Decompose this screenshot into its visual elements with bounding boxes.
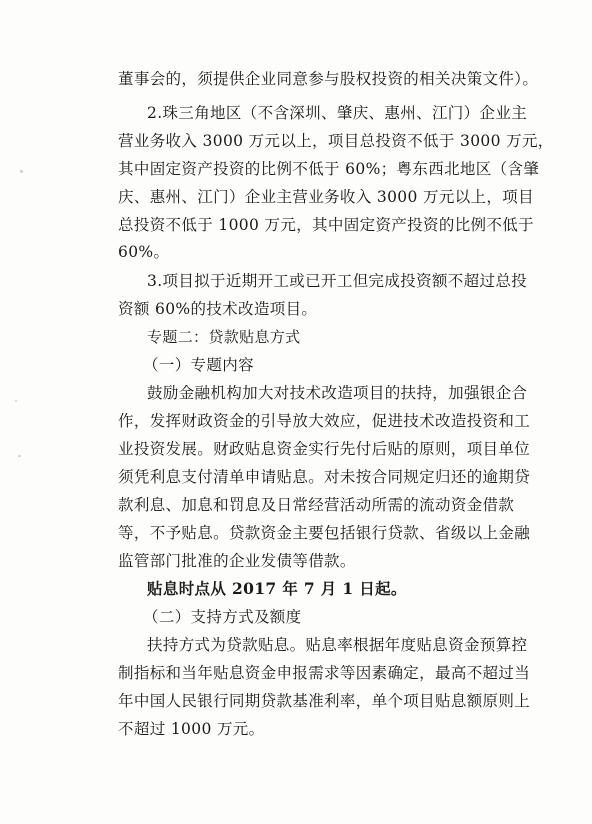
scan-speck xyxy=(18,455,21,457)
text-line: 年中国人民银行同期贷款基准利率，单个项目贴息额原则上 xyxy=(118,692,531,710)
text-line: 业投资发展。财政贴息资金实行先付后贴的原则，项目单位 xyxy=(118,440,531,458)
text-line: 2.珠三角地区（不含深圳、肇庆、惠州、江门）企业主 xyxy=(147,104,528,122)
text-line: 制指标和当年贴息资金申报需求等因素确定，最高不超过当 xyxy=(118,664,531,682)
text-line: 扶持方式为贷款贴息。贴息率根据年度贴息资金预算控 xyxy=(147,636,528,654)
text-line: 3.项目拟于近期开工或已开工但完成投资额不超过总投 xyxy=(147,272,528,290)
text-line: 60%。 xyxy=(118,243,170,261)
text-line: 鼓励金融机构加大对技术改造项目的扶持，加强银企合 xyxy=(147,384,528,402)
text-line: 董事会的，须提供企业同意参与股权投资的相关决策文件）。 xyxy=(118,70,539,88)
text-line: 庆、惠州、江门）企业主营业务收入 3000 万元以上，项目 xyxy=(118,188,534,206)
subsection-heading: （一）专题内容 xyxy=(143,356,254,374)
section-heading: 专题二：贷款贴息方式 xyxy=(147,328,301,346)
start-date-line: 贴息时点从 2017 年 7 月 1 日起。 xyxy=(147,579,407,598)
scan-speck xyxy=(15,400,17,402)
text-line: 营业务收入 3000 万元以上，项目总投资不低于 3000 万元， xyxy=(118,132,554,150)
text-line: 须凭利息支付清单申请贴息。对未按合同规定归还的逾期贷 xyxy=(118,468,531,486)
text-line: 监管部门批准的企业发债等借款。 xyxy=(118,552,356,570)
text-line: 资额 60%的技术改造项目。 xyxy=(118,300,318,318)
subsection-heading: （二）支持方式及额度 xyxy=(143,608,302,626)
scan-speck xyxy=(20,170,23,173)
text-line: 等，不予贴息。贷款资金主要包括银行贷款、省级以上金融 xyxy=(118,524,531,542)
text-line: 不超过 1000 万元。 xyxy=(118,720,265,738)
text-line: 其中固定资产投资的比例不低于 60%；粤东西北地区（含肇 xyxy=(118,160,540,178)
text-line: 总投资不低于 1000 万元，其中固定资产投资的比例不低于 xyxy=(118,216,534,234)
text-line: 款利息、加息和罚息及日常经营活动所需的流动资金借款 xyxy=(118,496,515,514)
text-line: 作，发挥财政资金的引导放大效应，促进技术改造投资和工 xyxy=(118,412,531,430)
